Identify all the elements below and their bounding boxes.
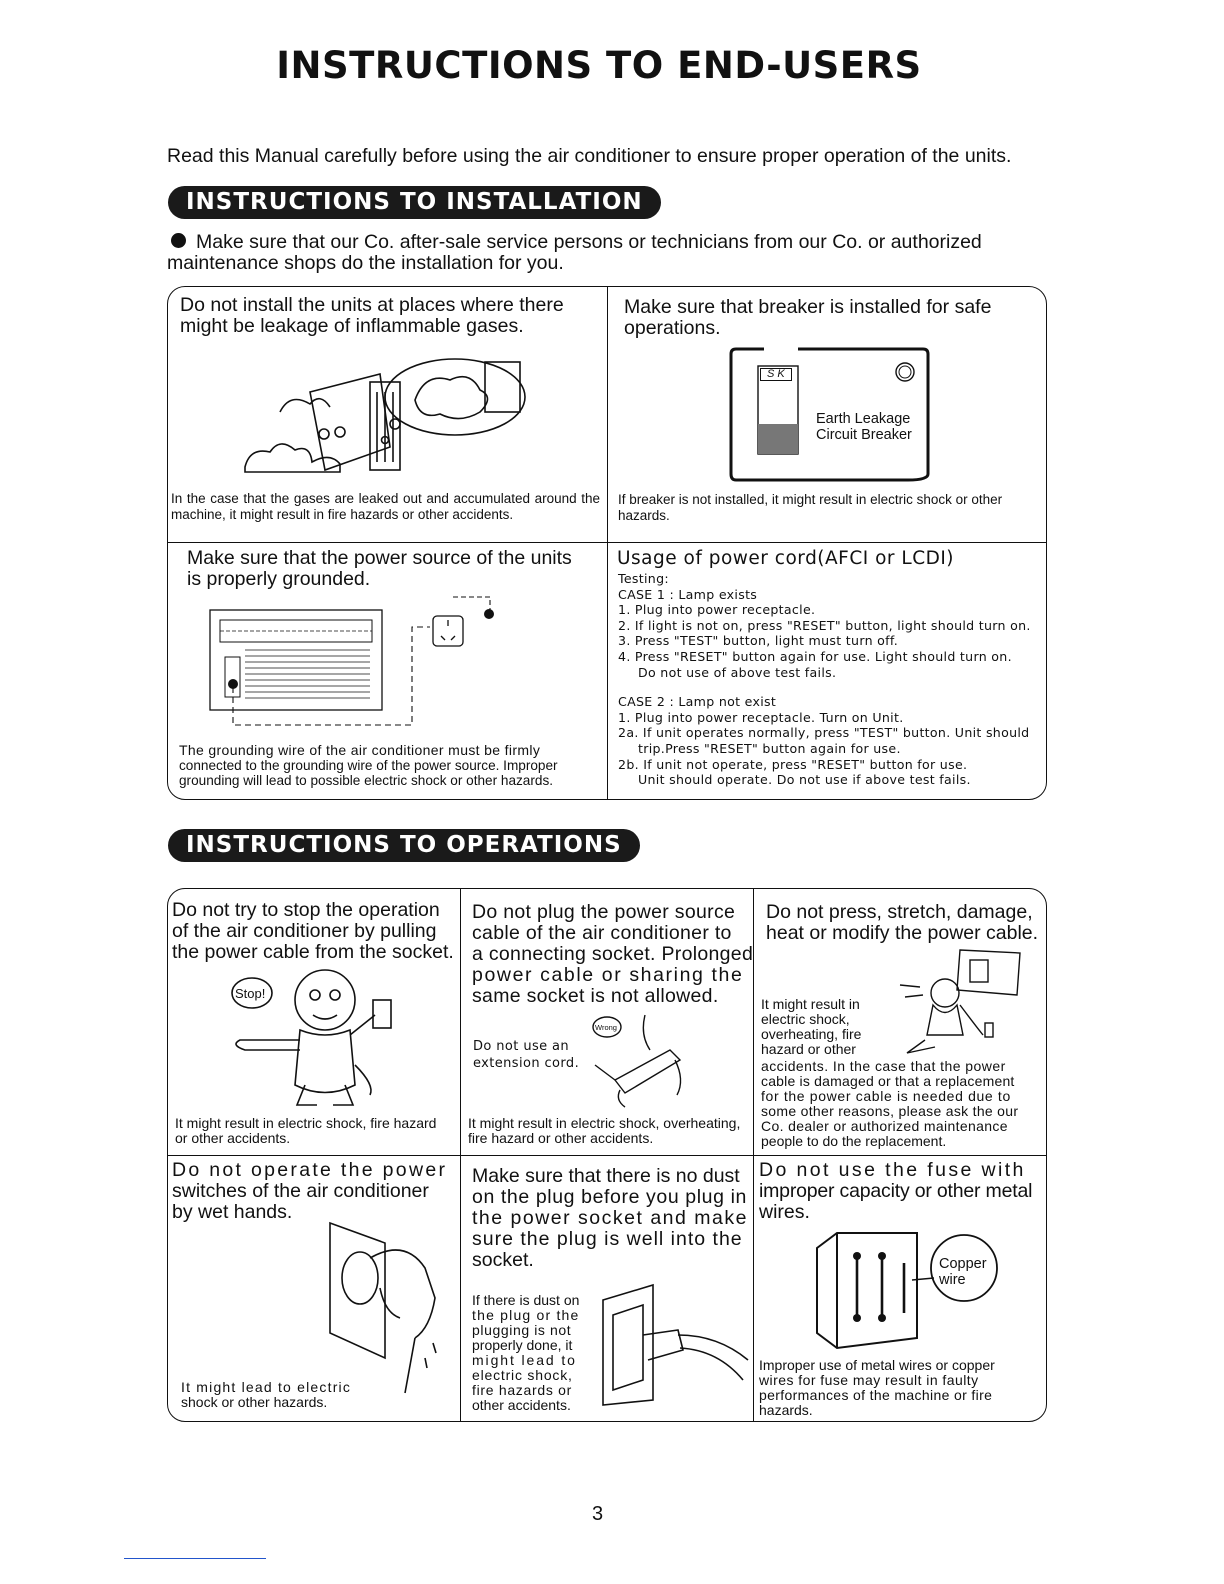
note-line: properly done, it (472, 1337, 573, 1353)
power-cord-instructions (618, 571, 1042, 788)
note-line: grounding will lead to possible electric shock or other hazards. (179, 773, 554, 788)
op-cell3-title (766, 902, 1038, 944)
title-line: the power socket and make (472, 1207, 748, 1229)
gas-leak-illustration (240, 352, 540, 487)
label-line: Copper (939, 1256, 987, 1272)
note-line: other accidents. (472, 1397, 571, 1413)
install-cell1-title (180, 295, 564, 337)
title-line: wires. (759, 1201, 810, 1223)
page-number: 3 (592, 1503, 604, 1525)
table-divider (607, 286, 608, 800)
grounding-illustration (205, 592, 505, 732)
install-cell3-title (187, 548, 572, 590)
title-line: the power cable from the socket. (172, 941, 454, 963)
note-line: Do not use an (473, 1039, 570, 1054)
note-line: It might result in (761, 996, 860, 1012)
installation-heading: INSTRUCTIONS TO INSTALLATION (168, 186, 661, 219)
footer-rule (124, 1558, 266, 1559)
table-divider (167, 1155, 1047, 1156)
note-line: overheating, fire (761, 1026, 862, 1042)
title-line: switches of the air conditioner (172, 1180, 429, 1202)
testing-label: Testing: (618, 571, 669, 586)
case1-step: 3. Press "TEST" button, light must turn off. (618, 633, 899, 649)
title-line: is properly grounded. (187, 568, 371, 590)
install-cell1-note: In the case that the gases are leaked out and accumulated around the machine, it might result in fire hazards or other accidents. (171, 491, 600, 522)
note-line: Co. dealer or authorized maintenance (761, 1118, 1008, 1134)
note-line: people to do the replacement. (761, 1133, 947, 1149)
op-cell1-note (175, 1116, 436, 1146)
op-cell1-title (172, 900, 454, 963)
title-line: Do not press, stretch, damage, (766, 901, 1033, 923)
note-line: might lead to (472, 1352, 577, 1368)
case2-step: 2b. If unit not operate, press "RESET" button for use. (618, 756, 968, 772)
intro-text: Read this Manual carefully before using the air conditioner to ensure proper operation of the units. (167, 145, 1012, 167)
op-cell4-note (181, 1380, 351, 1410)
case2-step: 2a. If unit operates normally, press "TEST" button. Unit should (618, 725, 1030, 741)
note-line: or other accidents. (175, 1130, 291, 1146)
note-line: electric shock, (472, 1367, 573, 1383)
wrong-label: Wrong (595, 1023, 617, 1032)
copper-wire-label (939, 1256, 987, 1288)
fuse-box-illustration (812, 1228, 1002, 1353)
note-line: It might result in electric shock, fire hazard (175, 1115, 437, 1131)
install-cell2-note: If breaker is not installed, it might result in electric shock or other hazards. (618, 492, 1003, 523)
note-line: plugging is not (472, 1322, 572, 1338)
title-line: Do not use the fuse with (759, 1159, 1026, 1181)
title-line: same socket is not allowed. (472, 985, 719, 1007)
plug-socket-illustration (598, 1280, 753, 1410)
operations-heading: INSTRUCTIONS TO OPERATIONS (168, 829, 640, 862)
label-line: Earth Leakage (816, 411, 911, 427)
note-line: for the power cable is needed due to (761, 1088, 1011, 1104)
note-line: extension cord. (473, 1056, 580, 1071)
note-line: connected to the grounding wire of the power source. Improper (179, 758, 558, 773)
wet-hands-illustration (325, 1218, 445, 1398)
note-line: shock or other hazards. (181, 1394, 328, 1410)
note-line: electric shock, (761, 1011, 850, 1027)
note-line: cable is damaged or that a replacement (761, 1073, 1015, 1089)
op-cell3-note-bottom (761, 1059, 1033, 1149)
installation-bullet (167, 232, 1047, 274)
title-line: power cable or sharing the (472, 964, 744, 986)
title-line: Make sure that breaker is installed for safe (624, 296, 992, 318)
label-line: Circuit Breaker (816, 427, 912, 443)
op-cell2-inner-note (473, 1038, 579, 1072)
note-line: hazards. (759, 1402, 813, 1418)
case2-step: trip.Press "RESET" button again for use. (638, 740, 901, 756)
case2-label: CASE 2 : Lamp not exist (618, 694, 777, 710)
note-line: Improper use of metal wires or copper (759, 1357, 995, 1373)
note-line: If there is dust on (472, 1292, 580, 1308)
title-line: on the plug before you plug in (472, 1186, 747, 1208)
note-line: It might lead to electric (181, 1379, 352, 1395)
op-cell2-title (472, 902, 753, 1007)
table-divider (167, 542, 1047, 543)
install-cell2-title (624, 297, 991, 339)
install-cell4-title: Usage of power cord(AFCI or LCDI) (617, 548, 955, 569)
title-line: Do not plug the power source (472, 901, 736, 923)
case1-step: 1. Plug into power receptacle. (618, 602, 816, 618)
case2-step: Unit should operate. Do not use if above test fails. (638, 772, 971, 788)
note-line: wires for fuse may result in faulty (759, 1372, 979, 1388)
title-line: improper capacity or other metal (759, 1180, 1033, 1202)
case1-step: 4. Press "RESET" button again for use. Light should turn on. (618, 648, 1012, 664)
note-line: fire hazard or other accidents. (468, 1130, 654, 1146)
breaker-label (816, 411, 912, 443)
title-line: heat or modify the power cable. (766, 922, 1039, 944)
title-line: Make sure that there is no dust (472, 1165, 740, 1187)
damaged-cable-illustration (895, 945, 1035, 1060)
note-line: hazard or other (761, 1041, 856, 1057)
case1-label: CASE 1 : Lamp exists (618, 586, 758, 602)
title-line: of the air conditioner by pulling (172, 920, 437, 942)
bullet-icon (171, 233, 186, 248)
title-line: sure the plug is well into the (472, 1228, 743, 1250)
title-line: Do not try to stop the operation (172, 899, 440, 921)
case1-step: 2. If light is not on, press "RESET" button, light should turn on. (618, 617, 1031, 633)
title-line: cable of the air conditioner to (472, 922, 732, 944)
label-line: wire (939, 1272, 966, 1288)
title-line: socket. (472, 1249, 534, 1271)
breaker-mark: S K (760, 368, 792, 381)
bullet-line-2: maintenance shops do the installation for you. (167, 252, 564, 274)
title-line: Do not install the units at places where there (180, 294, 564, 316)
op-cell6-title (759, 1160, 1032, 1223)
install-cell3-note (179, 743, 558, 788)
note-line: It might result in electric shock, overheating, (468, 1115, 741, 1131)
title-line: operations. (624, 317, 721, 339)
op-cell4-title (172, 1160, 447, 1223)
note-line: accidents. In the case that the power (761, 1058, 1006, 1074)
extension-cord-illustration (585, 1005, 695, 1110)
note-line: The grounding wire of the air conditioner must be firmly (179, 742, 541, 758)
title-line: by wet hands. (172, 1201, 293, 1223)
title-line: Make sure that the power source of the units (187, 547, 572, 569)
title-line: might be leakage of inflammable gases. (180, 315, 524, 337)
op-cell6-note (759, 1358, 1025, 1418)
title-line: a connecting socket. Prolonged (472, 943, 754, 965)
op-cell3-note-top (761, 997, 861, 1057)
bullet-line-1: Make sure that our Co. after-sale service persons or technicians from our Co. or authorized (196, 231, 982, 253)
title-line: Do not operate the power (172, 1159, 448, 1181)
page-title: INSTRUCTIONS TO END-USERS (276, 44, 922, 87)
op-cell2-note (468, 1116, 740, 1146)
stop-label: Stop! (235, 986, 266, 1001)
note-line: the plug or the (472, 1307, 580, 1323)
case2-step: 1. Plug into power receptacle. Turn on Unit. (618, 709, 904, 725)
op-cell5-note (472, 1293, 580, 1413)
case1-step: Do not use of above test fails. (638, 664, 837, 680)
note-line: some other reasons, please ask the our (761, 1103, 1019, 1119)
op-cell5-title (472, 1166, 748, 1271)
note-line: performances of the machine or fire (759, 1387, 993, 1403)
note-line: fire hazards or (472, 1382, 572, 1398)
